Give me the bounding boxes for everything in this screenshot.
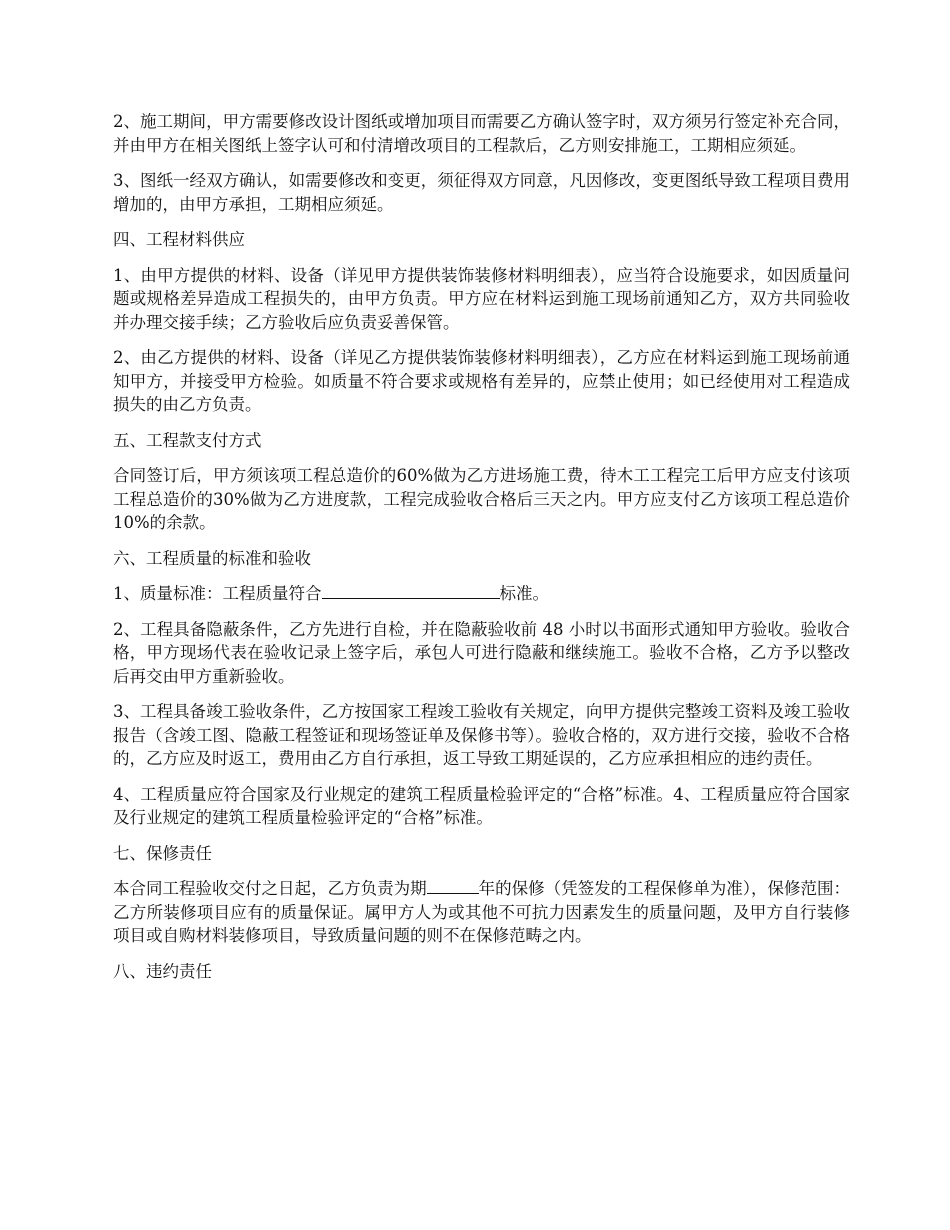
- paragraph-design-change: 2、施工期间，甲方需要修改设计图纸或增加项目而需要乙方确认签字时，双方须另行签定补充合同，并由甲方在相关图纸上签字认可和付清增改项目的工程款后，乙方则安排施工，工期相应须延。: [113, 112, 850, 155]
- quality-standard-blank: [322, 582, 500, 599]
- warranty-suffix: 年的保修（凭签发的工程保修单为准），保修范围：乙方所装修项目应有的质量保证。属甲方人为或其他不可抗力因素发生的质量问题，及甲方自行装修项目或自购材料装修项目，导致质量问题的则不在保修范畴之内。: [113, 879, 851, 945]
- warranty-prefix: 本合同工程验收交付之日起，乙方负责为期: [113, 879, 427, 898]
- paragraph-warranty-terms: [113, 877, 850, 948]
- quality-standard-prefix: 1、质量标准：工程质量符合: [113, 584, 322, 603]
- section-heading-quality: 六、工程质量的标准和验收: [113, 548, 311, 568]
- section-heading-payment: 五、工程款支付方式: [113, 430, 262, 450]
- paragraph-party-a-materials: 1、由甲方提供的材料、设备（详见甲方提供装饰装修材料明细表），应当符合设施要求，如因质量问题或规格差异造成工程损失的，由甲方负责。甲方应在材料运到施工现场前通知乙方，双方共同验收并办理交接手续；乙方验收后应负责妥善保管。: [113, 265, 850, 332]
- paragraph-concealed-inspection: 2、工程具备隐蔽条件，乙方先进行自检，并在隐蔽验收前 48 小时以书面形式通知甲方验收。验收合格，甲方现场代表在验收记录上签字后，承包人可进行隐蔽和继续施工。验收不合格，乙方予以整改后再交由甲方重新验收。: [113, 619, 850, 686]
- paragraph-party-b-materials: 2、由乙方提供的材料、设备（详见乙方提供装饰装修材料明细表），乙方应在材料运到施工现场前通知甲方，并接受甲方检验。如质量不符合要求或规格有差异的，应禁止使用；如已经使用对工程造成损失的由乙方负责。: [113, 348, 850, 414]
- quality-standard-suffix: 标准。: [499, 584, 549, 603]
- document-body: [113, 110, 850, 995]
- section-heading-liability: 八、违约责任: [113, 961, 212, 981]
- warranty-period-blank: [427, 877, 479, 894]
- paragraph-drawing-confirmation: 3、图纸一经双方确认，如需要修改和变更，须征得双方同意，凡因修改，变更图纸导致工程项目费用增加的，由甲方承担，工期相应须延。: [113, 171, 850, 214]
- paragraph-quality-standard: [113, 582, 850, 606]
- section-heading-warranty: 七、保修责任: [113, 843, 212, 863]
- paragraph-quality-compliance: 4、工程质量应符合国家及行业规定的建筑工程质量检验评定的“合格”标准。4、工程质量应符合国家及行业规定的建筑工程质量检验评定的“合格”标准。: [113, 784, 850, 827]
- section-heading-materials: 四、工程材料供应: [113, 230, 245, 249]
- paragraph-payment-terms: 合同签订后，甲方须该项工程总造价的60%做为乙方进场施工费，待木工工程完工后甲方应支付该项工程总造价的30%做为乙方进度款，工程完成验收合格后三天之内。甲方应支付乙方该项工程总造价 10%的余款。: [113, 466, 850, 532]
- paragraph-completion-inspection: 3、工程具备竣工验收条件，乙方按国家工程竣工验收有关规定，向甲方提供完整竣工资料及竣工验收报告（含竣工图、隐蔽工程签证和现场签证单及保修书等）。验收合格的，双方进行交接，验收不合格的，乙方应及时返工，费用由乙方自行承担，返工导致工期延误的，乙方应承担相应的违约责任。: [113, 702, 850, 768]
